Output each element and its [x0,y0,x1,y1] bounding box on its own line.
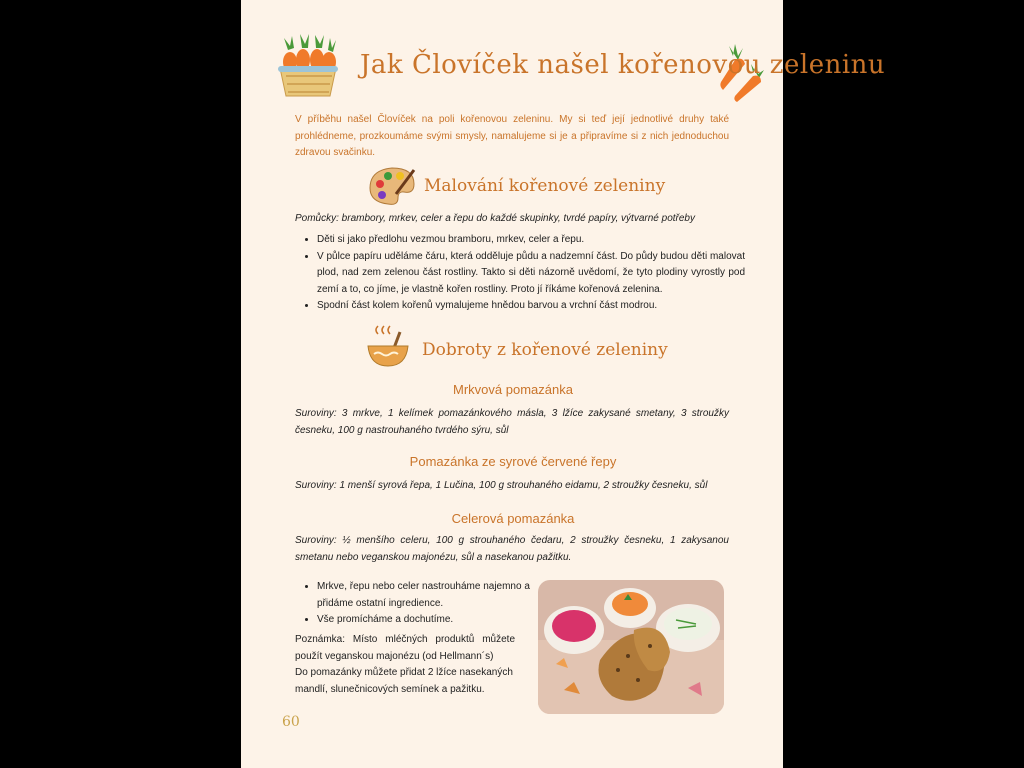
recipe-title-carrot: Mrkvová pomazánka [453,382,573,397]
list-item: • V půlce papíru uděláme čáru, která odděluje půdu a nadzemní část. Do půdy budou děti malovat plod, nad zem zelenou část rostliny. Takto si děti názorně uvědomí, že tyto plodiny vyrostly pod zemí a to, co jíme, je vlastně kořen rostliny. Proto jí říkáme kořenová zelenina. [317,249,745,299]
list-item: • Vše promícháme a dochutíme. [317,612,539,629]
section-heading-painting: Malování kořenové zeleniny [424,176,666,196]
intro-paragraph: V příběhu našel Človíček na poli kořenovou zeleninu. My si teď její jednotlivé druhy také prohlédneme, prozkoumáme svými smysly, namalujeme si je a připravíme si z nich jednoduchou zdravou svačinku. [295,114,729,158]
list-item: • Spodní část kolem kořenů vymalujeme hnědou barvou a vrchní část modrou. [317,298,745,315]
note-additions: Do pomazánky můžete přidat 2 lžíce nasekaných mandlí, slunečnicových semínek a pažitku. [295,667,513,695]
spreads-photo [538,580,724,714]
painting-steps-list [303,232,745,315]
list-item: • Mrkve, řepu nebo celer nastrouháme najemno a přidáme ostatní ingredience. [317,579,539,612]
page-title: Jak Človíček našel kořenovou zeleninu [360,50,886,80]
list-item: • Děti si jako předlohu vezmou bramboru, mrkev, celer a řepu. [317,232,745,249]
paint-palette-icon [366,164,418,208]
preparation-steps-list [303,579,539,629]
recipe-ingredients-celery: Suroviny: ½ menšího celeru, 100 g strouhaného čedaru, 2 stroužky česneku, 1 zakysanou smetanu nebo veganskou majonézu, sůl a nasekanou pažitku. [295,535,729,563]
recipe-ingredients-beet: Suroviny: 1 menší syrová řepa, 1 Lučina, 100 g strouhaného eidamu, 2 stroužky česneku, sůl [295,480,708,491]
soup-bowl-icon [364,322,412,370]
tools-text: Pomůcky: brambory, mrkev, celer a řepu do každé skupinky, tvrdé papíry, výtvarné potřeby [295,213,695,224]
section-heading-treats: Dobroty z kořenové zeleniny [422,340,668,360]
page-number: 60 [282,714,300,730]
note-vegan: Poznámka: Místo mléčných produktů můžete použít veganskou majonézu (od Hellmann´s) [295,634,515,662]
recipe-title-beet: Pomazánka ze syrové červené řepy [409,454,617,469]
recipe-title-celery: Celerová pomazánka [451,511,575,526]
recipe-ingredients-carrot: Suroviny: 3 mrkve, 1 kelímek pomazánkového másla, 3 lžíce zakysané smetany, 3 stroužky česneku, 100 g nastrouhaného tvrdého sýru, sůl [295,408,729,436]
carrot-basket-icon [272,30,344,102]
